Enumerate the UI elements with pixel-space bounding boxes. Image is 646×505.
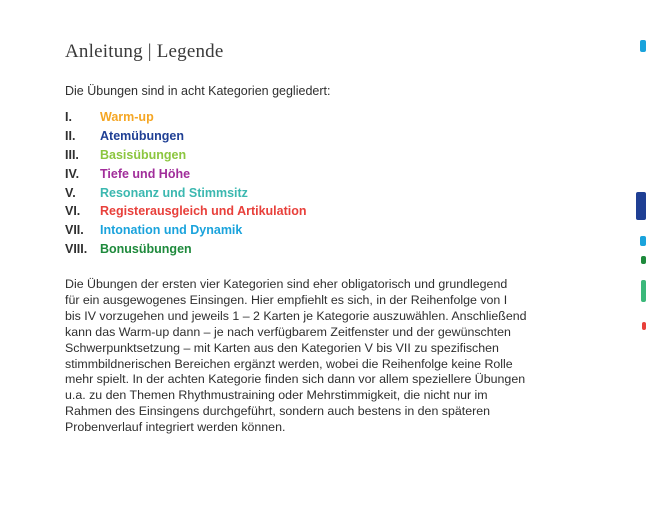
- paragraph-line: für ein ausgewogenes Einsingen. Hier empfiehlt es sich, in der Reihenfolge von I: [65, 292, 508, 307]
- category-label: Warm-up: [100, 110, 154, 124]
- category-list: [65, 108, 307, 259]
- decorative-paint-mark: [640, 40, 646, 52]
- body-paragraph: [65, 277, 585, 436]
- category-item: [65, 127, 307, 146]
- category-item: [65, 240, 307, 259]
- paragraph-line: mehr spielt. In der achten Kategorie finden sich dann vor allem speziellere Übungen: [65, 372, 526, 387]
- category-label: Intonation und Dynamik: [100, 223, 243, 238]
- paragraph-line: stimmbildnerischen Bereichen ergänzt werden, wobei die Reihenfolge keine Rolle: [65, 356, 513, 371]
- decorative-paint-mark: [640, 236, 646, 246]
- paragraph-line: Die Übungen der ersten vier Kategorien sind eher obligatorisch und grundlegend: [65, 277, 508, 291]
- decorative-paint-mark: [641, 256, 646, 264]
- category-item: [65, 202, 307, 221]
- paragraph-line: Rahmen des Einsingens durchgeführt, sondern auch bestens in den späteren: [65, 404, 491, 419]
- category-number: II.: [65, 128, 76, 143]
- category-number: VI.: [65, 204, 81, 219]
- category-label: Tiefe und Höhe: [100, 166, 191, 181]
- category-number: VIII.: [65, 242, 88, 257]
- paragraph-line: bis IV vorzugehen und jeweils 1 – 2 Karten je Kategorie auszuwählen. Anschließend: [65, 308, 527, 323]
- category-label: Bonusübungen: [100, 242, 192, 257]
- paragraph-line: Schwerpunktsetzung – mit Karten aus den Kategorien V bis VII zu spezifischen: [65, 340, 499, 355]
- paragraph-line: kann das Warm-up dann – je nach verfügbarem Zeitfenster und der gewünschten: [65, 324, 511, 339]
- category-number: V.: [65, 185, 76, 200]
- category-number: IV.: [65, 166, 80, 181]
- category-number: VII.: [65, 223, 84, 238]
- category-number: III.: [65, 147, 79, 162]
- decorative-paint-mark: [642, 322, 646, 330]
- category-item: [65, 165, 307, 184]
- category-item: [65, 221, 307, 240]
- decorative-paint-mark: [636, 192, 646, 220]
- category-label: Basisübungen: [100, 147, 187, 162]
- page-title: Anleitung | Legende: [65, 41, 224, 62]
- category-item: [65, 108, 307, 127]
- decorative-paint-mark: [641, 280, 646, 302]
- category-label: Resonanz und Stimmsitz: [100, 185, 248, 200]
- paragraph-line: Probenverlauf integriert werden können.: [65, 420, 286, 435]
- category-label: Registerausgleich und Artikulation: [100, 204, 307, 219]
- category-number: I.: [65, 110, 72, 124]
- category-item: [65, 146, 307, 165]
- category-item: [65, 184, 307, 203]
- intro-text: Die Übungen sind in acht Kategorien gegliedert:: [65, 84, 331, 98]
- paragraph-line: u.a. zu den Themen Rhythmustraining oder Mehrstimmigkeit, die nicht nur im: [65, 388, 488, 403]
- category-label: Atemübungen: [100, 128, 185, 143]
